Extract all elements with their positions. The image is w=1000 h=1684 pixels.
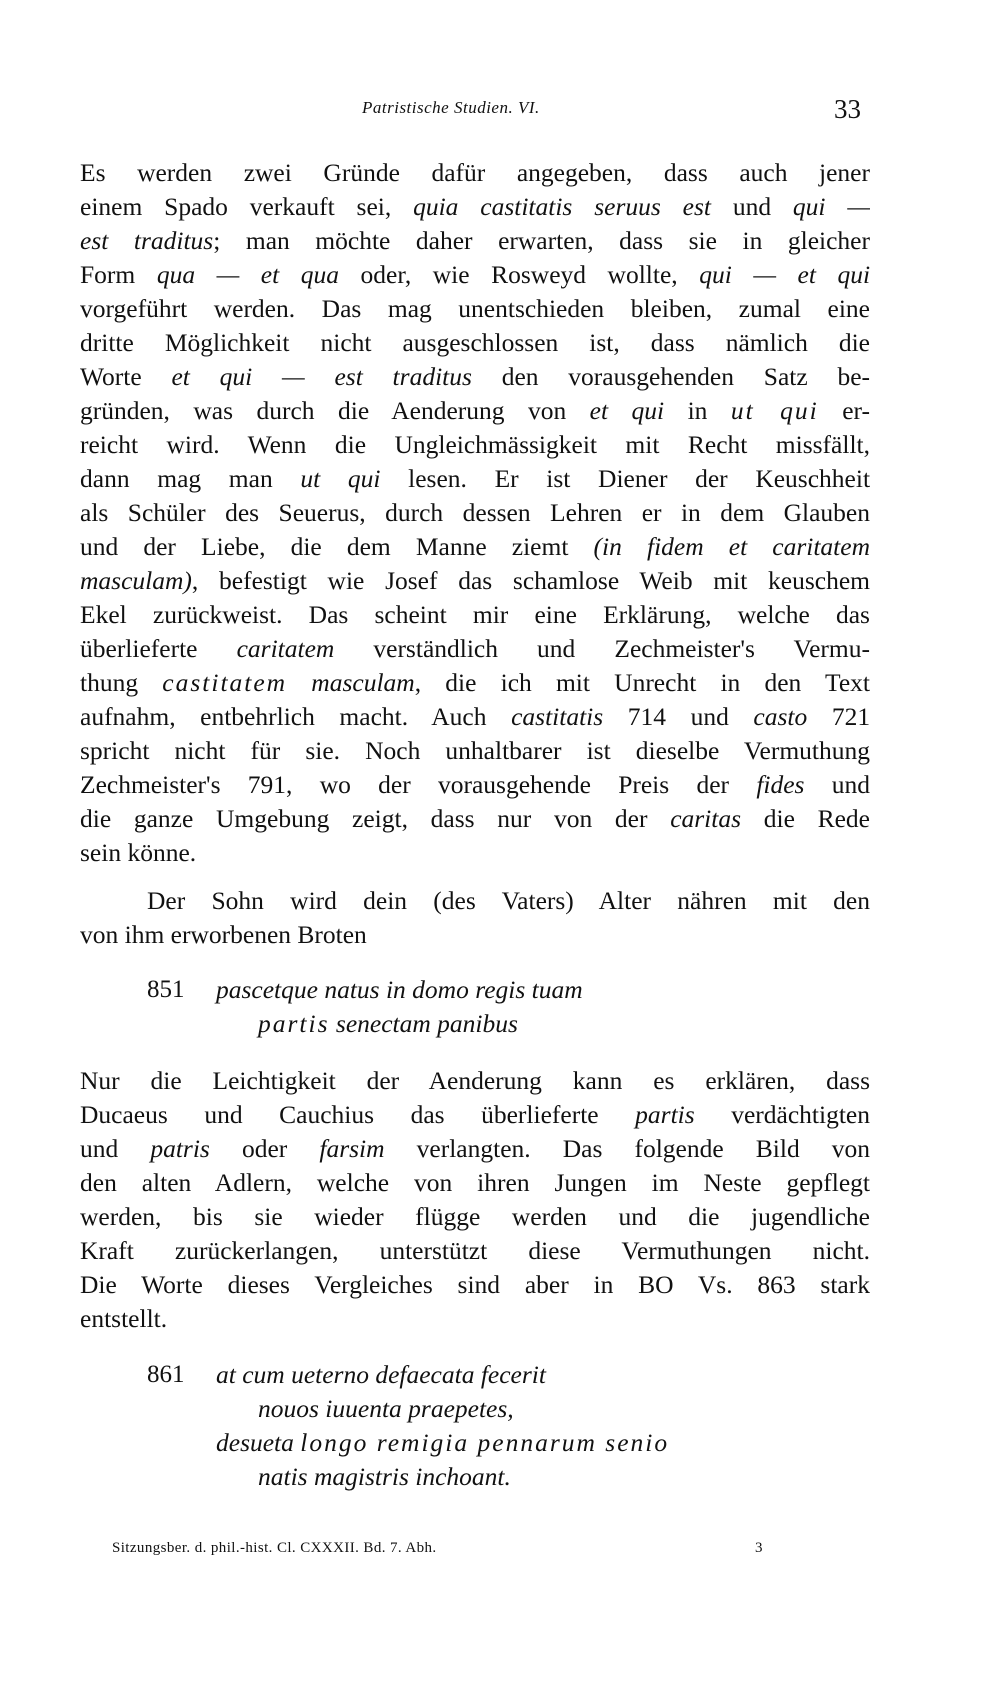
text-run: den vorausgehenden Satz be-: [501, 362, 870, 391]
text-run: Die Worte dieses Vergleiches sind aber in BO Vs. 863 stark: [80, 1270, 870, 1299]
verse-word: senectam panibus: [335, 1009, 518, 1038]
verse-line: [258, 1007, 518, 1041]
italic-run: qui —: [792, 192, 870, 221]
text-line: [80, 496, 870, 530]
italic-run: patris: [150, 1134, 210, 1163]
text-line: [80, 224, 870, 258]
text-line: [80, 666, 870, 700]
text-run: spricht nicht für sie. Noch unhaltbarer ist dieselbe Vermuthung: [80, 736, 870, 765]
italic-run: qui — et qui: [699, 260, 870, 289]
text-run: überlieferte: [80, 634, 198, 663]
footer-citation: Sitzungsber. d. phil.-hist. Cl. CXXXII. Bd. 7. Abh.: [112, 1540, 437, 1556]
text-line: [80, 156, 870, 190]
text-run: die ganze Umgebung zeigt, dass nur von der: [80, 804, 648, 833]
verse-line: [216, 1426, 669, 1460]
italic-run: fides: [756, 770, 805, 799]
text-line: [80, 918, 870, 952]
text-line: [80, 1098, 870, 1132]
text-run: und: [732, 192, 772, 221]
text-line: [80, 564, 870, 598]
text-run: den alten Adlern, welche von ihren Jungen im Neste gepflegt: [80, 1168, 870, 1197]
text-line: [80, 258, 870, 292]
text-run: entstellt.: [80, 1304, 168, 1333]
text-line: [80, 360, 870, 394]
italic-run: est traditus: [80, 226, 214, 255]
text-line: [80, 700, 870, 734]
italic-run: partis: [635, 1100, 695, 1129]
running-title: Patristische Studien. VI.: [362, 98, 540, 117]
text-line: [80, 1166, 870, 1200]
text-run: oder, wie Rosweyd wollte,: [360, 260, 678, 289]
text-run: thung: [80, 668, 139, 697]
text-line: [147, 884, 870, 918]
verse-number: 851: [147, 976, 185, 1003]
text-run: gründen, was durch die Aenderung von: [80, 396, 567, 425]
italic-run: ut qui: [730, 396, 819, 425]
text-run: verdächtigten: [731, 1100, 870, 1129]
text-run: , die ich mit Unrecht in den Text: [414, 668, 870, 697]
text-run: verlangten. Das folgende Bild von: [416, 1134, 870, 1163]
text-line: [80, 632, 870, 666]
text-line: [80, 836, 870, 870]
text-line: [80, 1064, 870, 1098]
text-line: [80, 292, 870, 326]
text-run: Ducaeus und Cauchius das überlieferte: [80, 1100, 599, 1129]
text-run: verständlich und Zechmeister's Vermu-: [373, 634, 870, 663]
text-run: dritte Möglichkeit nicht ausgeschlossen ist, dass nämlich die: [80, 328, 870, 357]
text-run: 714 und: [627, 702, 729, 731]
text-line: [80, 1132, 870, 1166]
text-line: [80, 598, 870, 632]
italic-run: et qui — est traditus: [171, 362, 472, 391]
text-run: und: [80, 1134, 119, 1163]
text-line: [80, 394, 870, 428]
text-run: sein könne.: [80, 838, 197, 867]
text-run: Worte: [80, 362, 142, 391]
italic-run: (in fidem et caritatem: [593, 532, 870, 561]
verse-number: 861: [147, 1361, 185, 1388]
text-run: einem Spado verkauft sei,: [80, 192, 392, 221]
text-line: [80, 1268, 870, 1302]
italic-run: masculam): [80, 566, 192, 595]
text-run: und der Liebe, die dem Manne ziemt: [80, 532, 569, 561]
italic-run: castitatem: [162, 668, 288, 697]
verse-line: pascetque natus in domo regis tuam: [216, 975, 583, 1004]
italic-run: caritas: [670, 804, 742, 833]
text-line: [80, 1200, 870, 1234]
italic-run: qua — et qua: [156, 260, 339, 289]
text-run: aufnahm, entbehrlich macht. Auch: [80, 702, 487, 731]
text-line: [80, 768, 870, 802]
text-run: vorgeführt werden. Das mag unentschieden bleiben, zumal eine: [80, 294, 870, 323]
text-run: Form: [80, 260, 136, 289]
text-run: oder: [241, 1134, 288, 1163]
italic-run: casto: [753, 702, 808, 731]
italic-run: ut qui: [300, 464, 381, 493]
verse-word: desueta: [216, 1428, 294, 1457]
italic-run: farsim: [319, 1134, 385, 1163]
text-line: [80, 428, 870, 462]
page-number: 33: [834, 94, 861, 124]
text-line: [80, 1302, 870, 1336]
italic-run: quia castitatis seruus est: [413, 192, 711, 221]
verse-line: at cum ueterno defaecata fecerit: [216, 1360, 546, 1389]
verse-line: natis magistris inchoant.: [258, 1462, 511, 1491]
italic-run: et qui: [589, 396, 665, 425]
text-line: [80, 734, 870, 768]
text-run: , befestigt wie Josef das schamlose Weib mit keuschem: [191, 566, 870, 595]
signature-mark: 3: [755, 1540, 763, 1556]
text-line: [80, 326, 870, 360]
text-line: [80, 462, 870, 496]
text-run: Nur die Leichtigkeit der Aenderung kann es erklären, dass: [80, 1066, 870, 1095]
text-run: und: [831, 770, 870, 799]
text-run: Kraft zurückerlangen, unterstützt diese Vermuthungen nicht.: [80, 1236, 870, 1265]
italic-run: castitatis: [511, 702, 604, 731]
text-run: in: [687, 396, 708, 425]
text-run: Zechmeister's 791, wo der vorausgehende Preis der: [80, 770, 730, 799]
text-line: [80, 1234, 870, 1268]
verse-line: nouos iuuenta praepetes,: [258, 1394, 514, 1423]
verse-word: longo remigia pennarum senio: [300, 1428, 670, 1457]
italic-run: masculam: [311, 668, 415, 697]
text-run: von ihm erworbenen Broten: [80, 920, 367, 949]
verse-word: partis: [258, 1009, 330, 1038]
italic-run: caritatem: [236, 634, 335, 663]
text-run: reicht wird. Wenn die Ungleichmässigkeit mit Recht missfällt,: [80, 430, 870, 459]
text-line: [80, 530, 870, 564]
text-run: er-: [842, 396, 870, 425]
text-run: ; man möchte daher erwarten, dass sie in gleicher: [213, 226, 870, 255]
text-run: Der Sohn wird dein (des Vaters) Alter nähren mit den: [147, 886, 870, 915]
text-run: werden, bis sie wieder flügge werden und die jugendliche: [80, 1202, 870, 1231]
text-run: 721: [831, 702, 870, 731]
text-run: Ekel zurückweist. Das scheint mir eine Erklärung, welche das: [80, 600, 870, 629]
text-line: [80, 190, 870, 224]
text-run: die Rede: [763, 804, 870, 833]
text-run: als Schüler des Seuerus, durch dessen Lehren er in dem Glauben: [80, 498, 870, 527]
text-run: Es werden zwei Gründe dafür angegeben, dass auch jener: [80, 158, 870, 187]
text-run: lesen. Er ist Diener der Keuschheit: [408, 464, 870, 493]
text-run: dann mag man: [80, 464, 273, 493]
text-line: [80, 802, 870, 836]
